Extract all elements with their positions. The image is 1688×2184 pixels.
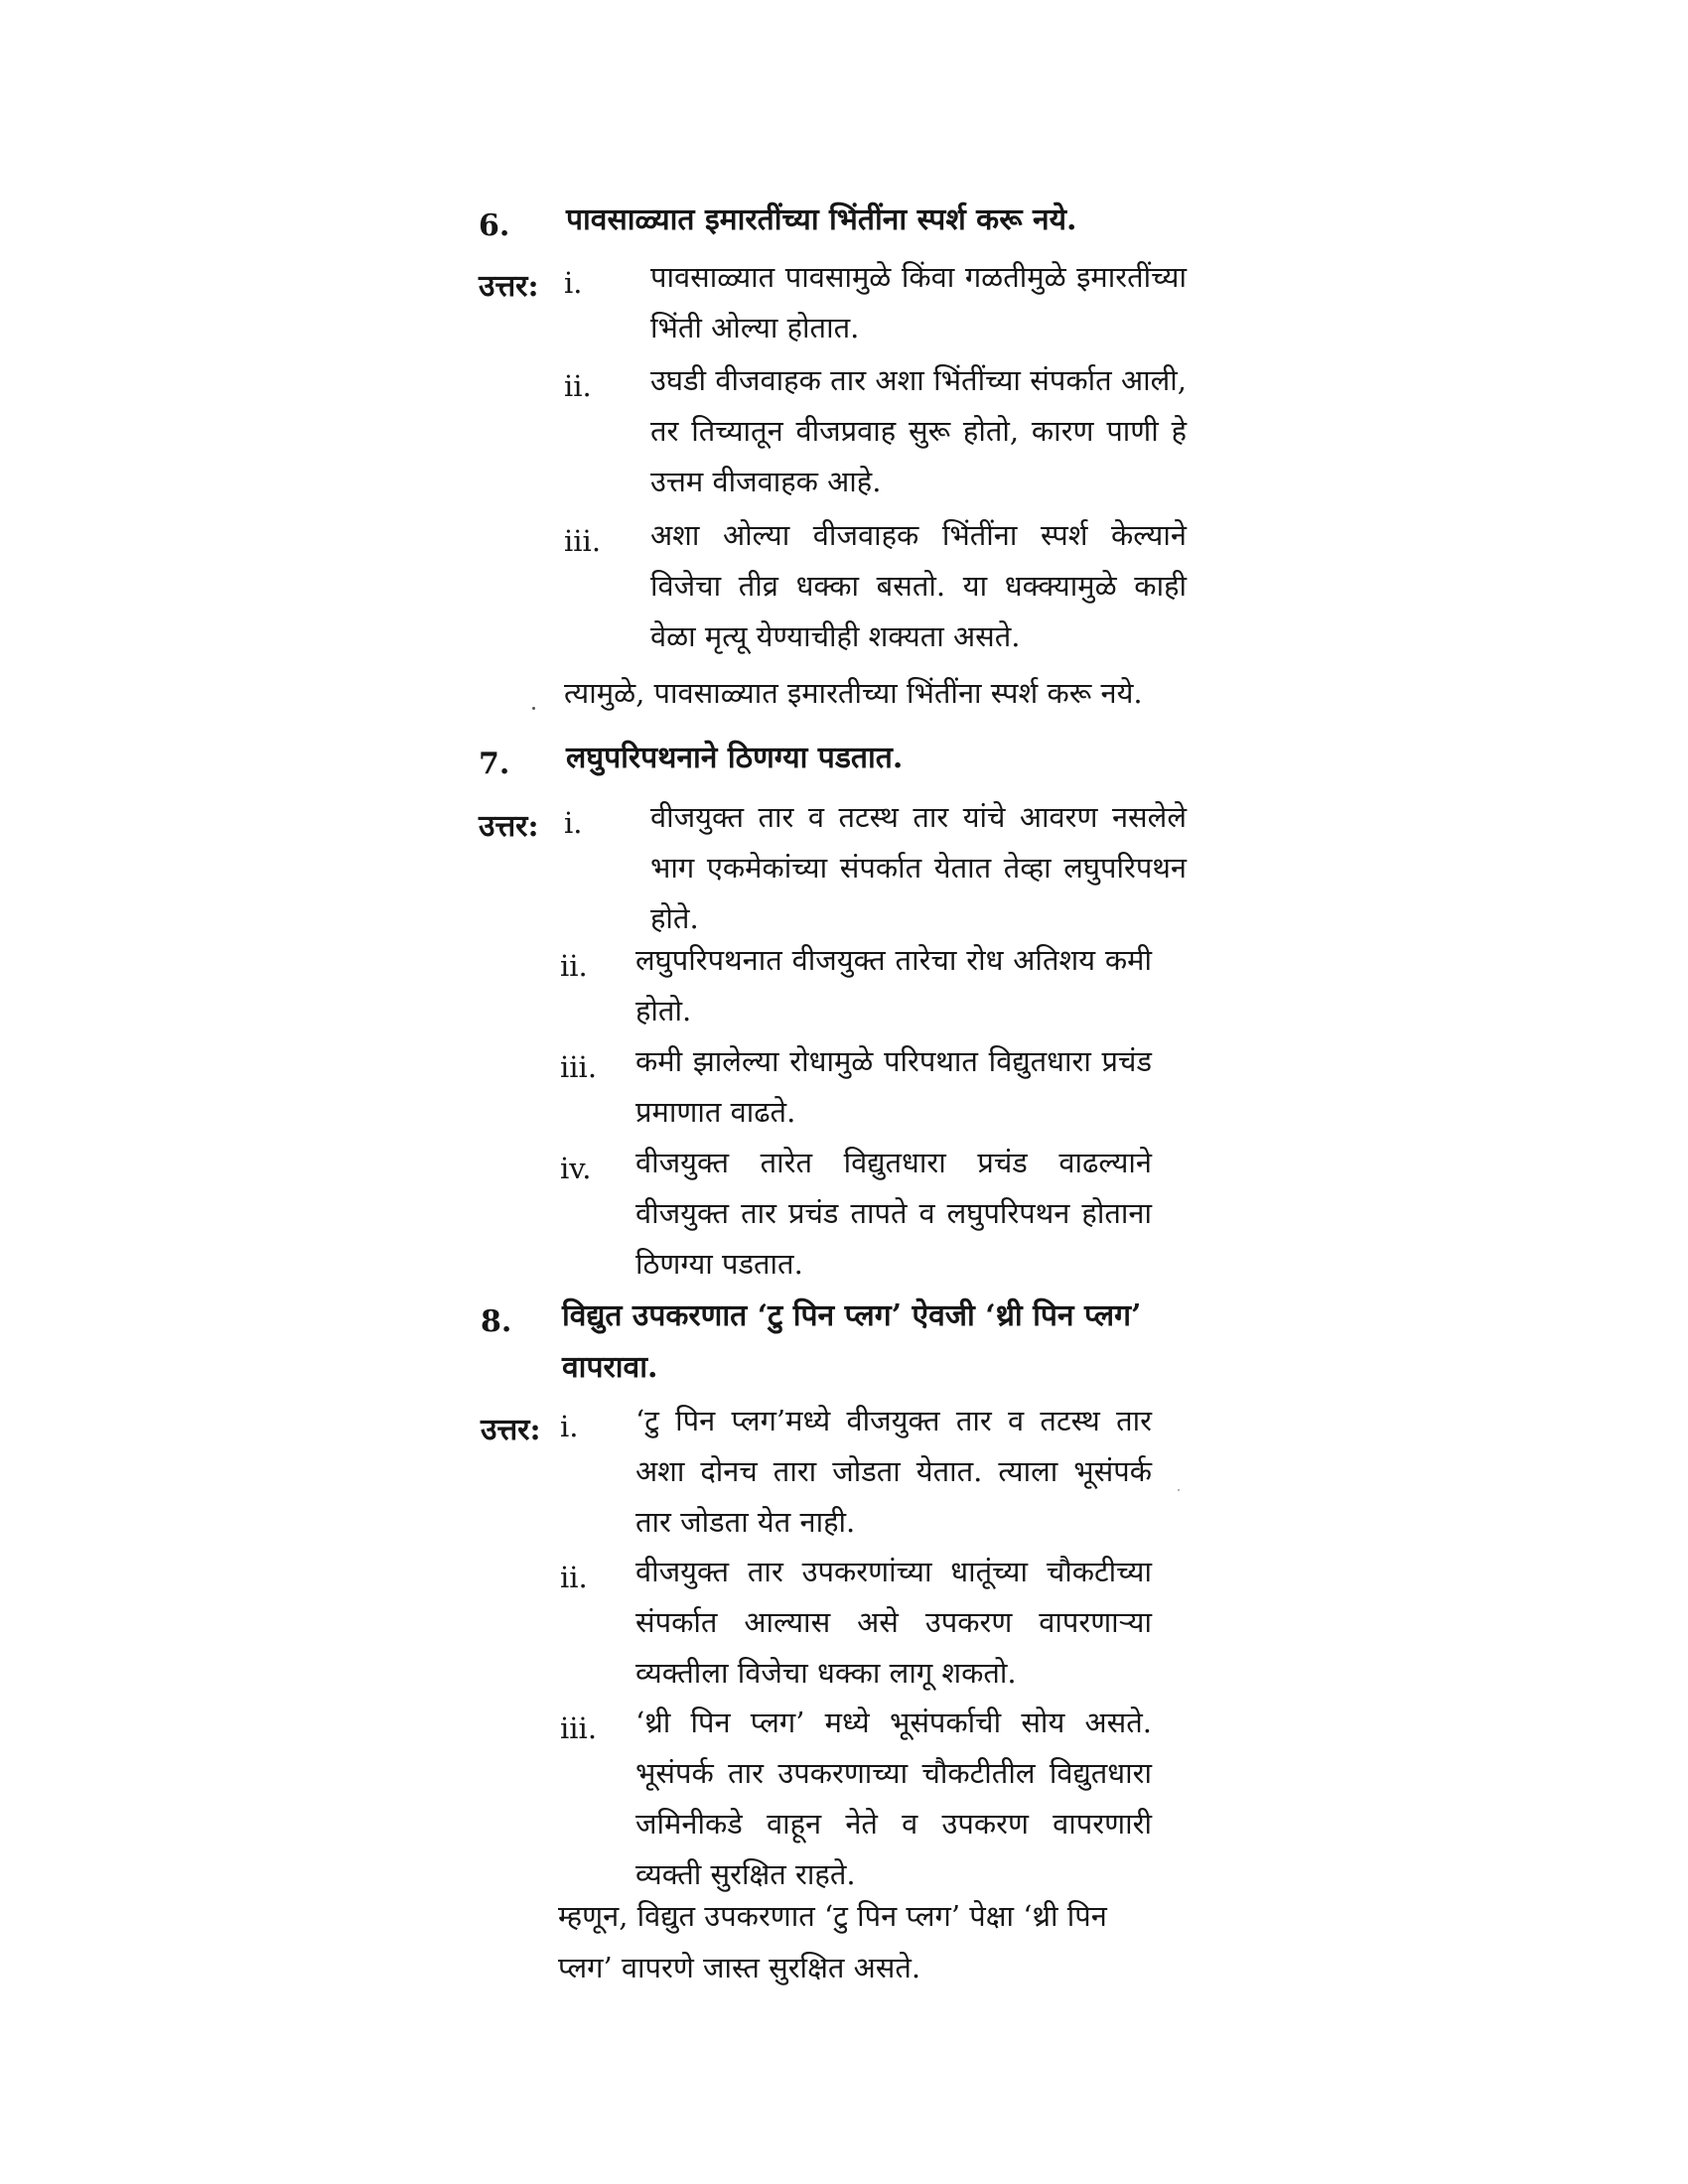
answer-item-text: कमी झालेल्या रोधामुळे परिपथात विद्युतधारा प्रचंड प्रमाणात वाढते. xyxy=(635,1044,1152,1129)
answer-item-number: ii. xyxy=(564,369,592,403)
answer-item-text: ‘टु पिन प्लग’मध्ये वीजयुक्त तार व तटस्थ तार अशा दोनच तारा जोडता येतात. त्याला भूसंपर्क तार जोडता येत नाही. xyxy=(635,1404,1152,1539)
answer-item-number: i. xyxy=(560,1410,579,1443)
answer-conclusion: त्यामुळे, पावसाळ्यात इमारतीच्या भिंतींना स्पर्श करू नये. xyxy=(564,676,1143,710)
answer-item-text: ‘थ्री पिन प्लग’ मध्ये भूसंपर्काची सोय असते. भूसंपर्क तार उपकरणाच्या चौकटीतील विद्युतधारा जमिनीकडे वाहून नेते व उपकरण वापरणारी व्यक्ती सुरक्षित राहते. xyxy=(635,1706,1152,1891)
answer-item-text: लघुपरिपथनात वीजयुक्त तारेचा रोध अतिशय कमी होतो. xyxy=(635,943,1152,1027)
answer-item-number: iii. xyxy=(560,1711,598,1745)
answer-item-number: iii. xyxy=(560,1050,598,1084)
answer-item-number: iv. xyxy=(560,1152,592,1185)
answer-item-number: i. xyxy=(564,806,583,840)
question-number: 6. xyxy=(479,208,510,243)
question-number: 8. xyxy=(481,1304,512,1339)
question-statement: पावसाळ्यात इमारतींच्या भिंतींना स्पर्श करू नये. xyxy=(566,203,1077,237)
answer-item-text: पावसाळ्यात पावसामुळे किंवा गळतीमुळे इमारतींच्या भिंती ओल्या होतात. xyxy=(650,260,1187,344)
question-statement: विद्युत उपकरणात ‘टु पिन प्लग’ ऐवजी ‘थ्री पिन प्लग’ वापरावा. xyxy=(562,1298,1142,1385)
answer-item-text: अशा ओल्या वीजवाहक भिंतींना स्पर्श केल्याने विजेचा तीव्र धक्का बसतो. या धक्क्यामुळे काही वेळा मृत्यू येण्याचीही शक्यता असते. xyxy=(650,518,1187,653)
answer-item-text: वीजयुक्त तार उपकरणांच्या धातूंच्या चौकटीच्या संपर्कात आल्यास असे उपकरण वापरणाऱ्या व्यक्तीला विजेचा धक्का लागू शकतो. xyxy=(635,1555,1152,1690)
answer-label: उत्तर: xyxy=(479,269,539,304)
answer-item-number: ii. xyxy=(560,949,588,983)
scan-speck xyxy=(532,707,535,710)
answer-label: उत्तर: xyxy=(481,1413,541,1447)
question-statement: लघुपरिपथनाने ठिणग्या पडतात. xyxy=(566,741,904,775)
answer-item-number: iii. xyxy=(564,524,602,558)
answer-item-text: उघडी वीजवाहक तार अशा भिंतींच्या संपर्कात आली, तर तिच्यातून वीजप्रवाह सुरू होतो, कारण पाणी हे उत्तम वीजवाहक आहे. xyxy=(650,363,1187,498)
answer-label: उत्तर: xyxy=(479,809,539,844)
scan-speck xyxy=(1178,1489,1180,1491)
answer-item-number: ii. xyxy=(560,1561,588,1594)
answer-item-number: i. xyxy=(564,266,583,300)
answer-conclusion: म्हणून, विद्युत उपकरणात ‘टु पिन प्लग’ पेक्षा ‘थ्री पिन प्लग’ वापरणे जास्त सुरक्षित असते. xyxy=(558,1899,1107,1984)
answer-item-text: वीजयुक्त तार व तटस्थ तार यांचे आवरण नसलेले भाग एकमेकांच्या संपर्कात येतात तेव्हा लघुपरिपथन होते. xyxy=(650,800,1187,935)
answer-item-text: वीजयुक्त तारेत विद्युतधारा प्रचंड वाढल्याने वीजयुक्त तार प्रचंड तापते व लघुपरिपथन होताना ठिणग्या पडतात. xyxy=(635,1146,1152,1281)
question-number: 7. xyxy=(479,747,510,781)
